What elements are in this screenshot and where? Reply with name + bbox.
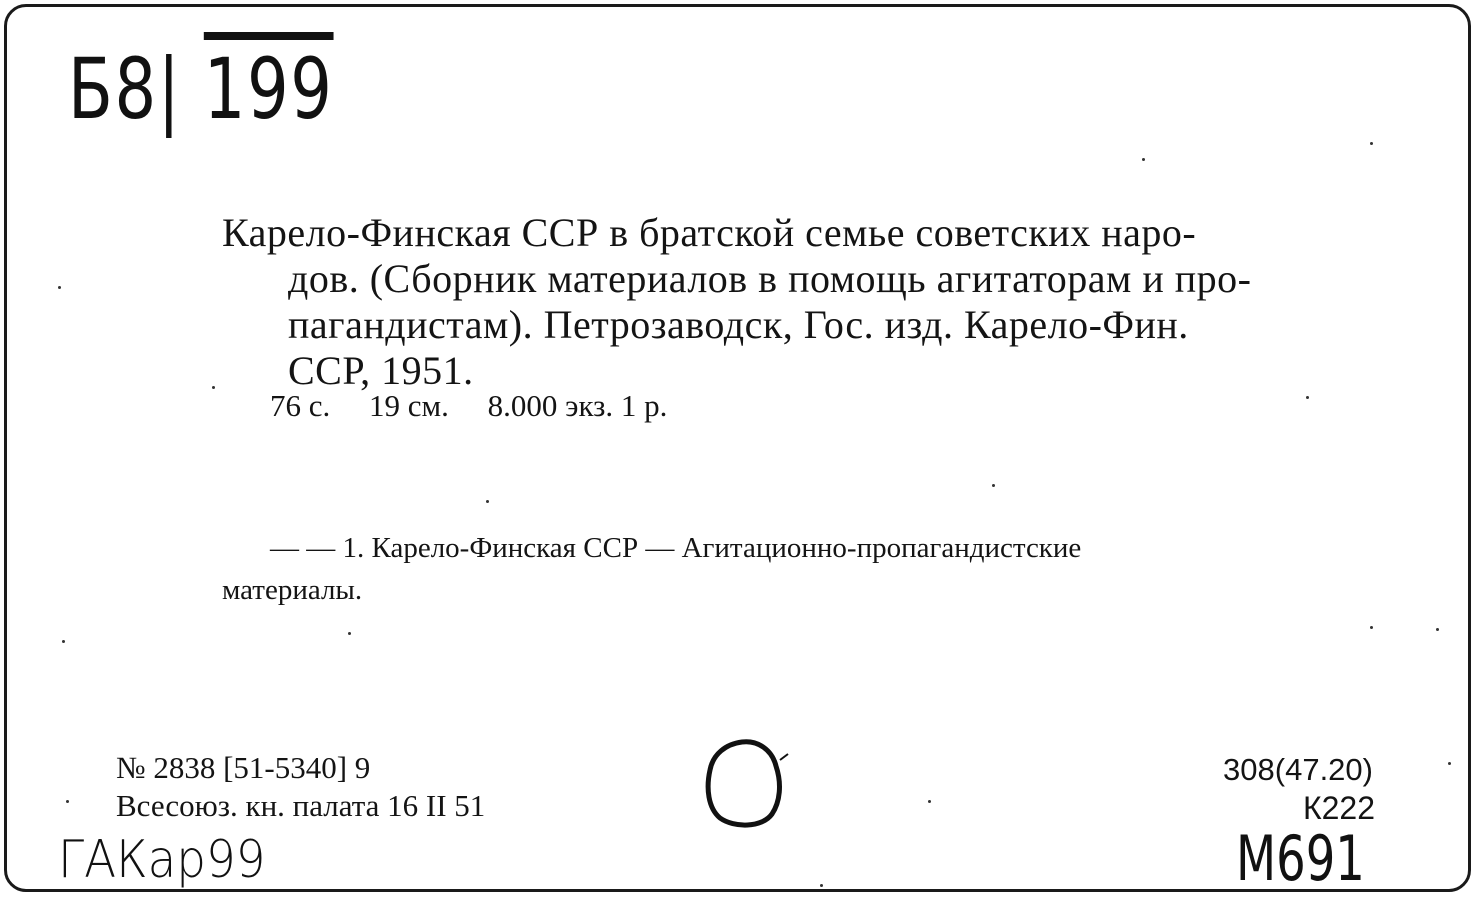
title-line: Карело-Финская ССР в братской семье советских наро- <box>222 210 1197 255</box>
shelfmark-bar: | <box>157 40 182 138</box>
speck <box>1370 142 1373 145</box>
speck <box>928 800 931 803</box>
title-line: дов. (Сборник материалов в помощь агитаторам и про- <box>288 256 1252 301</box>
speck <box>212 386 215 389</box>
speck <box>62 640 65 643</box>
speck <box>1370 626 1373 629</box>
speck <box>486 500 489 503</box>
speck <box>348 632 351 635</box>
title-line: пагандистам). Петрозаводск, Гос. изд. Карело-Фин. <box>288 302 1189 347</box>
handwritten-archive-mark: ГАКар99 <box>58 830 266 890</box>
speck <box>1448 762 1451 765</box>
title-line: ССР, 1951. <box>288 348 474 393</box>
udc-code: 308(47.20) <box>1223 752 1373 787</box>
speck <box>66 800 69 803</box>
book-chamber-line: Всесоюз. кн. палата 16 II 51 <box>116 788 486 823</box>
bibliographic-title <box>222 210 1372 394</box>
author-mark: К222 <box>1302 790 1375 826</box>
subject-heading: — — 1. Карело-Финская ССР — Агитационно-пропагандистские <box>270 532 1082 564</box>
circle-stamp-icon <box>698 736 790 832</box>
speck <box>58 286 61 289</box>
speck <box>820 884 823 887</box>
speck <box>1306 396 1309 399</box>
handwritten-shelfmark <box>68 40 334 138</box>
collation-line: 76 с. 19 см. 8.000 экз. 1 р. <box>270 388 668 423</box>
shelfmark-left: Б8 <box>68 40 158 138</box>
speck <box>992 484 995 487</box>
speck <box>1142 158 1145 161</box>
speck <box>1436 628 1439 631</box>
record-number: № 2838 [51-5340] 9 <box>116 750 371 785</box>
subject-heading-continuation: материалы. <box>222 574 363 606</box>
handwritten-inventory-mark: М691 <box>1236 822 1365 895</box>
shelfmark-right: 199 <box>203 40 334 138</box>
